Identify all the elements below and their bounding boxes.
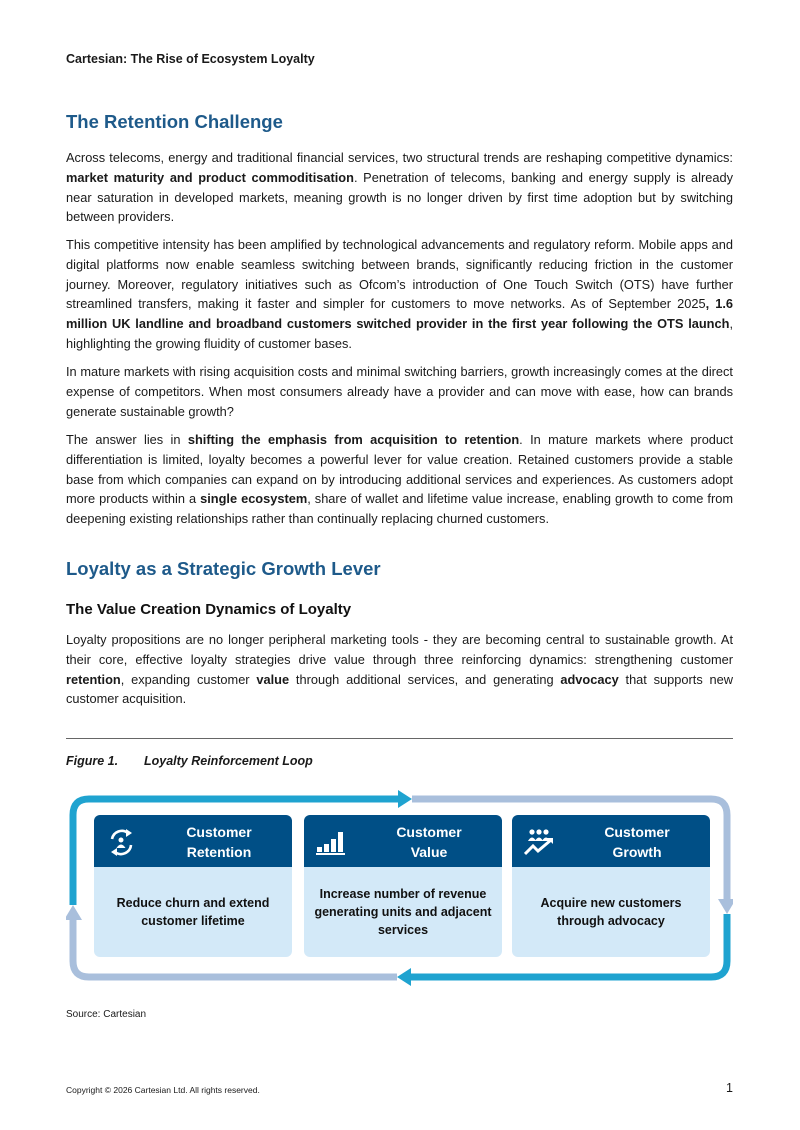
running-head: Cartesian: The Rise of Ecosystem Loyalty bbox=[66, 52, 315, 66]
card-body: Increase number of revenue generating units and adjacent services bbox=[304, 867, 502, 957]
card-header bbox=[512, 815, 710, 867]
card-customer-value bbox=[304, 815, 502, 957]
card-header bbox=[304, 815, 502, 867]
page-number: 1 bbox=[726, 1081, 733, 1095]
arrowhead-bottom bbox=[397, 968, 411, 986]
arrowhead-right bbox=[718, 899, 733, 914]
arrowhead-left bbox=[66, 905, 82, 920]
bar-chart-icon bbox=[316, 827, 346, 857]
card-body: Reduce churn and extend customer lifetime bbox=[94, 867, 292, 957]
card-customer-retention bbox=[94, 815, 292, 957]
figure-source: Source: Cartesian bbox=[66, 1009, 147, 1020]
paragraph-1: Across telecoms, energy and traditional financial services, two structural trends are reshaping competitive dynamics: market maturity and product commoditisation. Penetration of telecoms, banking and energy supply is already near saturation in developed markets, meaning growth is no longer driven by first time adoption but by switching between providers. bbox=[66, 150, 733, 225]
card-title: Customer Retention bbox=[186, 824, 252, 860]
recycle-people-icon bbox=[106, 827, 136, 857]
card-title: Customer Growth bbox=[604, 824, 670, 860]
figure-caption: Figure 1. Loyalty Reinforcement Loop bbox=[66, 754, 313, 768]
people-trend-icon bbox=[524, 827, 554, 857]
subheading-value-creation: The Value Creation Dynamics of Loyalty bbox=[66, 601, 352, 618]
copyright-footer: Copyright © 2026 Cartesian Ltd. All rights reserved. bbox=[66, 1085, 260, 1095]
card-header bbox=[94, 815, 292, 867]
arrowhead-top bbox=[398, 790, 412, 808]
loyalty-loop-diagram bbox=[66, 787, 733, 987]
paragraph-3: In mature markets with rising acquisition costs and minimal switching barriers, growth increasingly comes at the direct expense of competitors. When most consumers already have a provider and can move with ease, how can brands generate sustainable growth? bbox=[66, 364, 733, 419]
card-title: Customer Value bbox=[396, 824, 462, 860]
card-customer-growth bbox=[512, 815, 710, 957]
paragraph-2: This competitive intensity has been amplified by technological advancements and regulatory reform. Mobile apps and digital platforms now enable seamless switching between brands, significantly reducing friction in the customer journey. Moreover, regulatory initiatives such as Ofcom’s introduction of One Touch Switch (OTS) have further streamlined transfers, making it faster and simpler for customers to move networks. As of September 2025, 1.6 million UK landline and broadband customers switched provider in the first year following the OTS launch, highlighting the growing fluidity of customer bases. bbox=[66, 237, 733, 351]
section-heading-retention: The Retention Challenge bbox=[66, 111, 283, 132]
card-body: Acquire new customers through advocacy bbox=[512, 867, 710, 957]
paragraph-5: Loyalty propositions are no longer peripheral marketing tools - they are becoming central to sustainable growth. At their core, effective loyalty strategies drive value through three reinforcing dynamics: strengthening customer retention, expanding customer value through additional services, and generating advocacy that supports new customer acquisition. bbox=[66, 632, 733, 707]
paragraph-4: The answer lies in shifting the emphasis from acquisition to retention. In mature markets where product differentiation is limited, loyalty becomes a powerful lever for value creation. Retained customers provide a stable base from which companies can expand on by introducing additional services and experiences. As customers adopt more products within a single ecosystem, share of wallet and lifetime value increase, enabling growth to come from deepening existing relationships rather than continually replacing churned customers. bbox=[66, 432, 733, 527]
figure-divider bbox=[66, 738, 733, 739]
section-heading-loyalty: Loyalty as a Strategic Growth Lever bbox=[66, 558, 381, 579]
